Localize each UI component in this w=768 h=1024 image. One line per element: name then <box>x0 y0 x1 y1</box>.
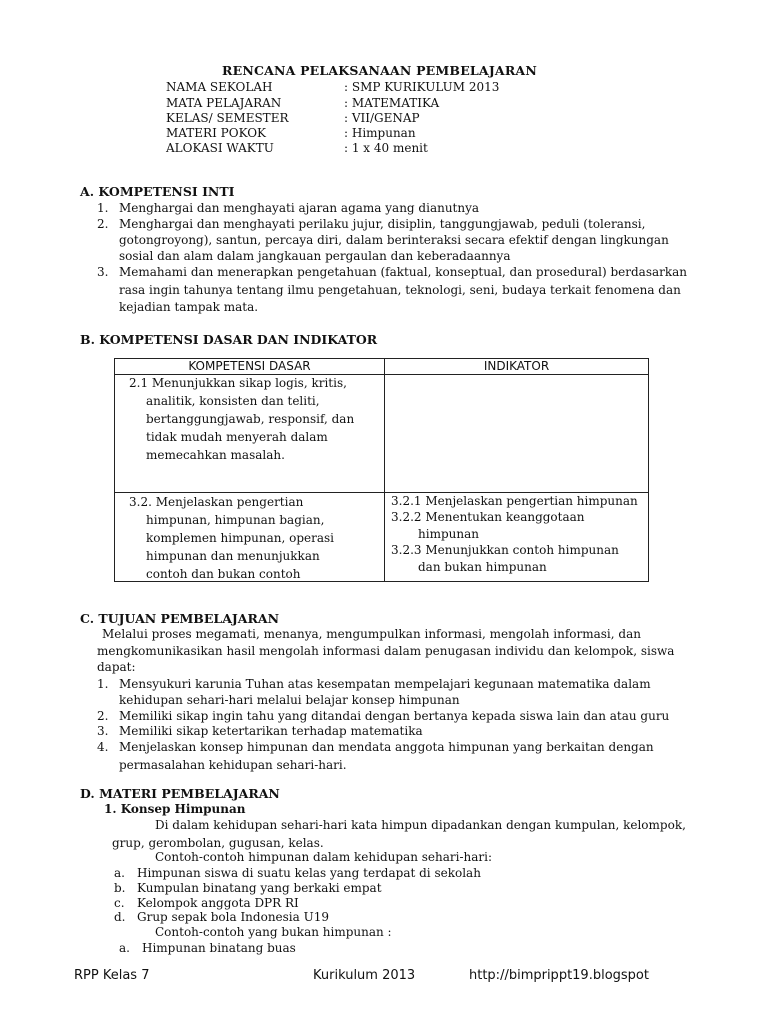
footer-link[interactable]: http://bimprippt19.blogspot <box>469 968 649 983</box>
list-item-line: Grup sepak bola Indonesia U19 <box>137 910 329 924</box>
cell-line: himpunan, himpunan bagian, <box>146 513 325 527</box>
list-number: 3. <box>97 265 109 279</box>
paragraph-line: mengkomunikasikan hasil mengolah informasi dalam penugasan individu dan kelompok, siswa <box>97 644 675 658</box>
table-cell <box>115 375 385 493</box>
table-cell <box>115 493 385 582</box>
cell-line: 2.1 Menunjukkan sikap logis, kritis, <box>129 376 347 390</box>
section-b-heading: B. KOMPETENSI DASAR DAN INDIKATOR <box>80 332 378 347</box>
list-number: 2. <box>97 217 109 231</box>
identity-value: : MATEMATIKA <box>344 96 440 110</box>
list-letter: a. <box>119 941 130 955</box>
list-item-line: permasalahan kehidupan sehari-hari. <box>119 758 347 772</box>
list-letter: b. <box>114 881 126 895</box>
list-item-line: kehidupan sehari-hari melalui belajar konsep himpunan <box>119 693 460 707</box>
subsection-title: 1. Konsep Himpunan <box>104 802 246 816</box>
cell-line: contoh dan bukan contoh <box>146 567 301 581</box>
list-item-line: rasa ingin tahunya tentang ilmu pengetahuan, teknologi, seni, budaya terkait fenomena dan <box>119 283 681 297</box>
footer-center: Kurikulum 2013 <box>313 968 416 983</box>
cell-line: himpunan dan menunjukkan <box>146 549 320 563</box>
column-header-indikator: INDIKATOR <box>385 359 649 375</box>
paragraph-line: dapat: <box>97 660 136 674</box>
column-header-kd: KOMPETENSI DASAR <box>115 359 385 375</box>
section-d-heading: D. MATERI PEMBELAJARAN <box>80 786 280 801</box>
nonexamples-intro: Contoh-contoh yang bukan himpunan : <box>155 925 392 939</box>
list-item-line: gotongroyong), santun, percaya diri, dalam berinteraksi secara efektif dengan lingkungan <box>119 233 669 247</box>
list-item-line: Kelompok anggota DPR RI <box>137 896 299 910</box>
table-row <box>115 375 649 493</box>
examples-intro: Contoh-contoh himpunan dalam kehidupan sehari-hari: <box>155 850 493 864</box>
section-a-heading: A. KOMPETENSI INTI <box>80 184 235 199</box>
cell-line: dan bukan himpunan <box>418 560 547 574</box>
table-cell <box>385 375 649 493</box>
paragraph-line: Di dalam kehidupan sehari-hari kata himpun dipadankan dengan kumpulan, kelompok, <box>155 818 686 832</box>
list-item-line: Memiliki sikap ketertarikan terhadap matematika <box>119 724 423 738</box>
cell-line: tidak mudah menyerah dalam <box>146 430 328 444</box>
identity-label: ALOKASI WAKTU <box>166 141 274 155</box>
paragraph-line: grup, gerombolan, gugusan, kelas. <box>112 836 324 850</box>
cell-line: komplemen himpunan, operasi <box>146 531 335 545</box>
list-item-line: kejadian tampak mata. <box>119 300 259 314</box>
list-item-line: Menghargai dan menghayati ajaran agama yang dianutnya <box>119 201 480 215</box>
document-title: RENCANA PELAKSANAAN PEMBELAJARAN <box>222 63 537 78</box>
identity-value: : Himpunan <box>344 126 416 140</box>
list-item-line: Mensyukuri karunia Tuhan atas kesempatan mempelajari kegunaan matematika dalam <box>119 677 651 691</box>
list-item-line: Himpunan binatang buas <box>142 941 296 955</box>
list-item-line: Himpunan siswa di suatu kelas yang terdapat di sekolah <box>137 866 481 880</box>
section-c-heading: C. TUJUAN PEMBELAJARAN <box>80 611 280 626</box>
list-number: 1. <box>97 201 109 215</box>
paragraph-line: Melalui proses megamati, menanya, mengumpulkan informasi, mengolah informasi, dan <box>102 627 641 641</box>
identity-label: MATERI POKOK <box>166 126 267 140</box>
cell-line: bertanggungjawab, responsif, dan <box>146 412 355 426</box>
cell-line: 3.2.3 Menunjukkan contoh himpunan <box>391 543 619 557</box>
kompetensi-table <box>114 358 649 582</box>
list-item-line: Memiliki sikap ingin tahu yang ditandai dengan bertanya kepada siswa lain dan atau guru <box>119 709 670 723</box>
list-number: 4. <box>97 740 109 754</box>
table-cell <box>385 493 649 582</box>
list-number: 3. <box>97 724 109 738</box>
identity-value: : VII/GENAP <box>344 111 420 125</box>
cell-line: 3.2.2 Menentukan keanggotaan <box>391 510 585 524</box>
table-row <box>115 493 649 582</box>
list-number: 2. <box>97 709 109 723</box>
cell-line: memecahkan masalah. <box>146 448 285 462</box>
cell-line: 3.2. Menjelaskan pengertian <box>129 495 304 509</box>
identity-value: : 1 x 40 menit <box>344 141 428 155</box>
list-letter: c. <box>114 896 125 910</box>
identity-value: : SMP KURIKULUM 2013 <box>344 80 500 94</box>
list-item-line: Menghargai dan menghayati perilaku jujur, disiplin, tanggungjawab, peduli (toleransi, <box>119 217 646 231</box>
identity-label: KELAS/ SEMESTER <box>166 111 289 125</box>
list-letter: d. <box>114 910 126 924</box>
identity-label: MATA PELAJARAN <box>166 96 282 110</box>
footer-left: RPP Kelas 7 <box>74 968 150 983</box>
identity-label: NAMA SEKOLAH <box>166 80 273 94</box>
cell-line: himpunan <box>418 527 479 541</box>
list-item-line: Memahami dan menerapkan pengetahuan (faktual, konseptual, dan prosedural) berdasarkan <box>119 265 688 279</box>
list-number: 1. <box>97 677 109 691</box>
list-item-line: Menjelaskan konsep himpunan dan mendata anggota himpunan yang berkaitan dengan <box>119 740 654 754</box>
table-header-row <box>115 359 649 375</box>
cell-line: analitik, konsisten dan teliti, <box>146 394 320 408</box>
list-letter: a. <box>114 866 125 880</box>
cell-line: 3.2.1 Menjelaskan pengertian himpunan <box>391 494 638 508</box>
list-item-line: Kumpulan binatang yang berkaki empat <box>137 881 382 895</box>
list-item-line: sosial dan alam dalam jangkauan pergaulan dan keberadaannya <box>119 249 511 263</box>
